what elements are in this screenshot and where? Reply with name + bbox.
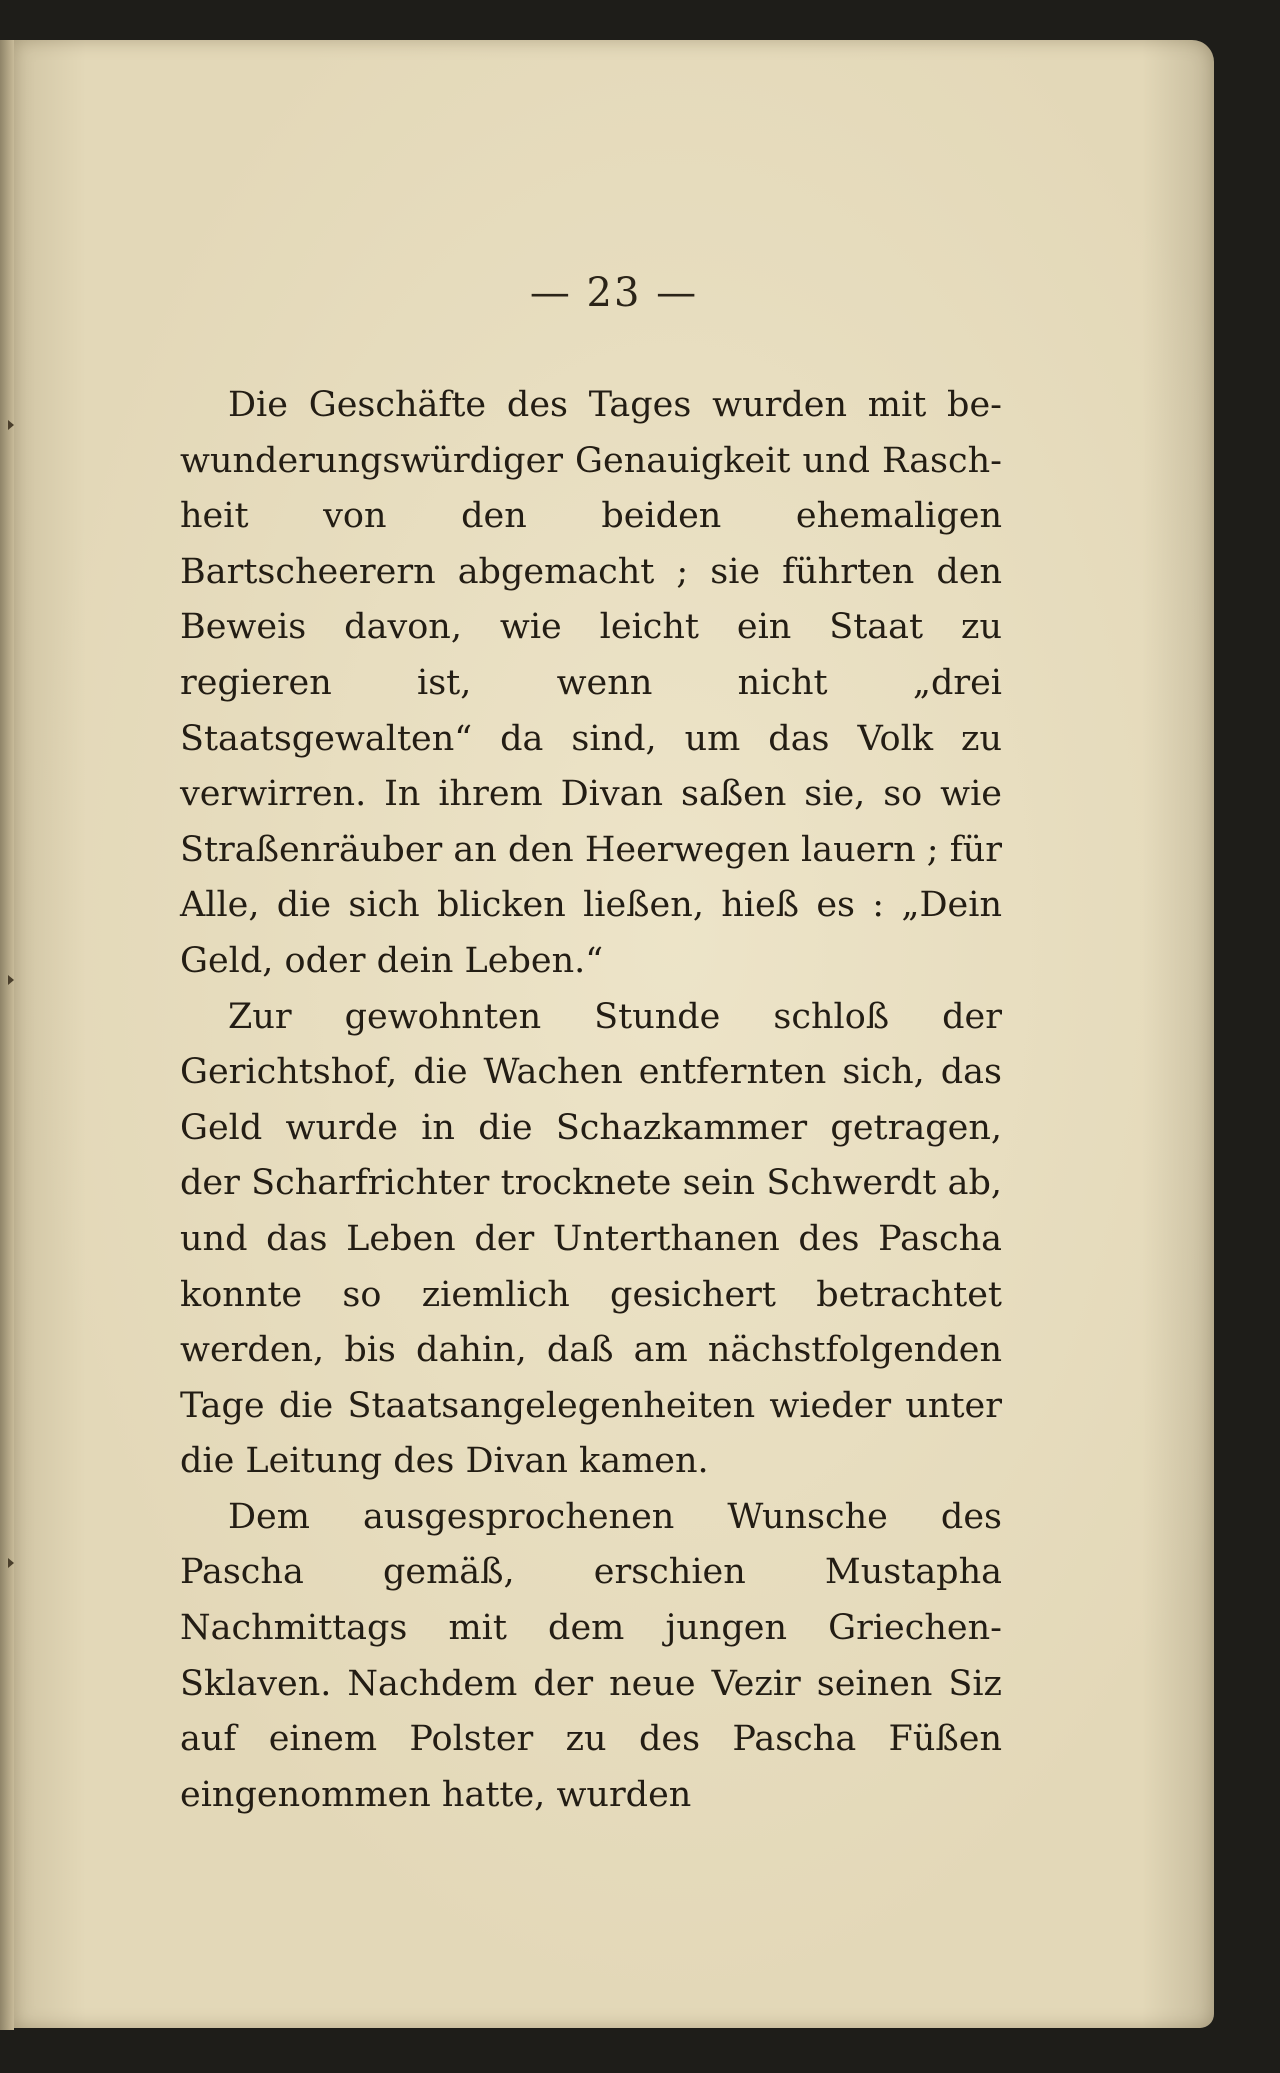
paragraph-2: Zur gewohnten Stunde schloß der Gerichtshof, die Wachen entfernten sich, das Geld wurde in die Schazkammer getragen, der Scharfrichter trocknete sein Schwerdt ab, und das Leben der Unterthanen des Pascha konnte so ziemlich gesichert betrachtet werden, bis dahin, daß am nächstfolgenden Tage die Staatsangelegenheiten wieder unter die Leitung des Divan kamen.: [180, 996, 1002, 1482]
page-number: — 23 —: [529, 270, 699, 316]
paragraph-1: Die Geschäfte des Tages wurden mit bewunderungswürdiger Genauigkeit und Raschheit von den beiden ehemaligen Bartscheerern abgemacht ; sie führten den Beweis davon, wie leicht ein Staat zu regieren ist, wenn nicht „drei Staatsgewalten“ da sind, um das Volk zu verwirren. In ihrem Divan saßen sie, so wie Straßenräuber an den Heerwegen lauern ; für Alle, die sich blicken ließen, hieß es : „Dein Geld, oder dein Leben.“: [180, 385, 1002, 981]
paragraph-3: Dem ausgesprochenen Wunsche des Pascha gemäß, erschien Mustapha Nachmittags mit dem jungen Griechen-Sklaven. Nachdem der neue Vezir seinen Siz auf einem Polster zu des Pascha Füßen eingenommen hatte, wurden: [180, 1496, 1002, 1815]
body-text: [180, 378, 1002, 1823]
margin-mark: [8, 975, 14, 985]
margin-mark: [8, 420, 14, 430]
binding-edge: [0, 40, 14, 2030]
margin-mark: [8, 1558, 14, 1568]
book-page: [14, 40, 1214, 2028]
